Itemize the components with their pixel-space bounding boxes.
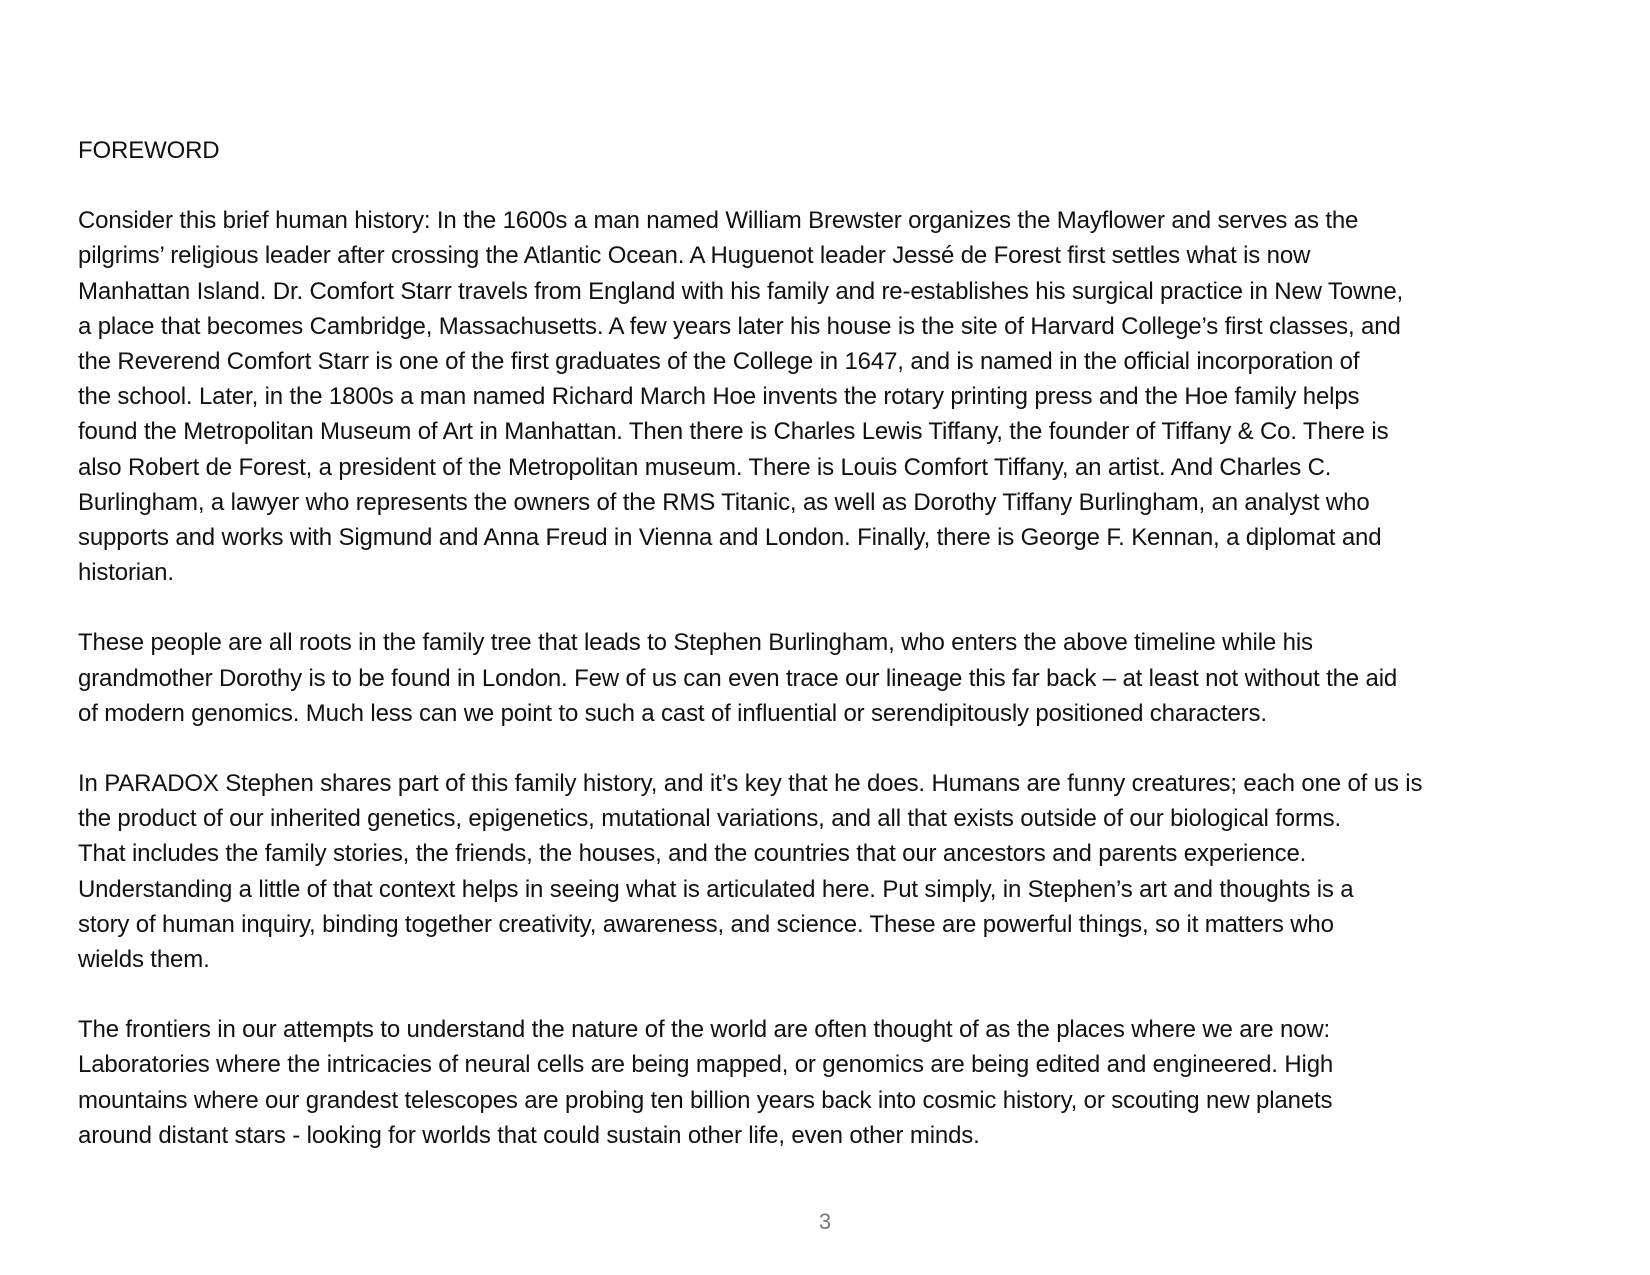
page-number: 3 (818, 1209, 832, 1234)
section-heading: FOREWORD (78, 137, 220, 164)
paragraph-3: In PARADOX Stephen shares part of this family history, and it’s key that he does. Humans are funny creatures; each one of us is the product of our inherited genetics, epigenetics, mutational variations, and all that exists outside of our biological forms. That includes the family stories, the friends, the houses, and the countries that our ancestors and parents experience. Understanding a little of that context helps in seeing what is articulated here. Put simply, in Stephen’s art and thoughts is a story of human inquiry, binding together creativity, awareness, and science. These are powerful things, so it matters who wields them. (78, 770, 1423, 974)
document-body (78, 133, 1598, 1188)
paragraph-2: These people are all roots in the family tree that leads to Stephen Burlingham, who enters the above timeline while his grandmother Dorothy is to be found in London. Few of us can even trace our lineage this far back – at least not without the aid of modern genomics. Much less can we point to such a cast of influential or serendipitously positioned characters. (78, 629, 1398, 727)
paragraph-4: The frontiers in our attempts to understand the nature of the world are often thought of as the places where we are now: Laboratories where the intricacies of neural cells are being mapped, or genomics are being edited and engineered. High mountains where our grandest telescopes are probing ten billion years back into cosmic history, or scouting new planets around distant stars - looking for worlds that could sustain other life, even other minds. (78, 1016, 1334, 1149)
paragraph-1: Consider this brief human history: In the 1600s a man named William Brewster organizes the Mayflower and serves as the pilgrims’ religious leader after crossing the Atlantic Ocean. A Huguenot leader Jessé de Forest first settles what is now Manhattan Island. Dr. Comfort Starr travels from England with his family and re-establishes his surgical practice in New Towne, a place that becomes Cambridge, Massachusetts. A few years later his house is the site of Harvard College’s first classes, and the Reverend Comfort Starr is one of the first graduates of the College in 1647, and is named in the official incorporation of the school. Later, in the 1800s a man named Richard March Hoe invents the rotary printing press and the Hoe family helps found the Metropolitan Museum of Art in Manhattan. Then there is Charles Lewis Tiffany, the founder of Tiffany & Co. There is also Robert de Forest, a president of the Metropolitan museum. There is Louis Comfort Tiffany, an artist. And Charles C. Burlingham, a lawyer who represents the owners of the RMS Titanic, as well as Dorothy Tiffany Burlingham, an analyst who supports and works with Sigmund and Anna Freud in Vienna and London. Finally, there is George F. Kennan, a diplomat and historian. (78, 207, 1404, 587)
